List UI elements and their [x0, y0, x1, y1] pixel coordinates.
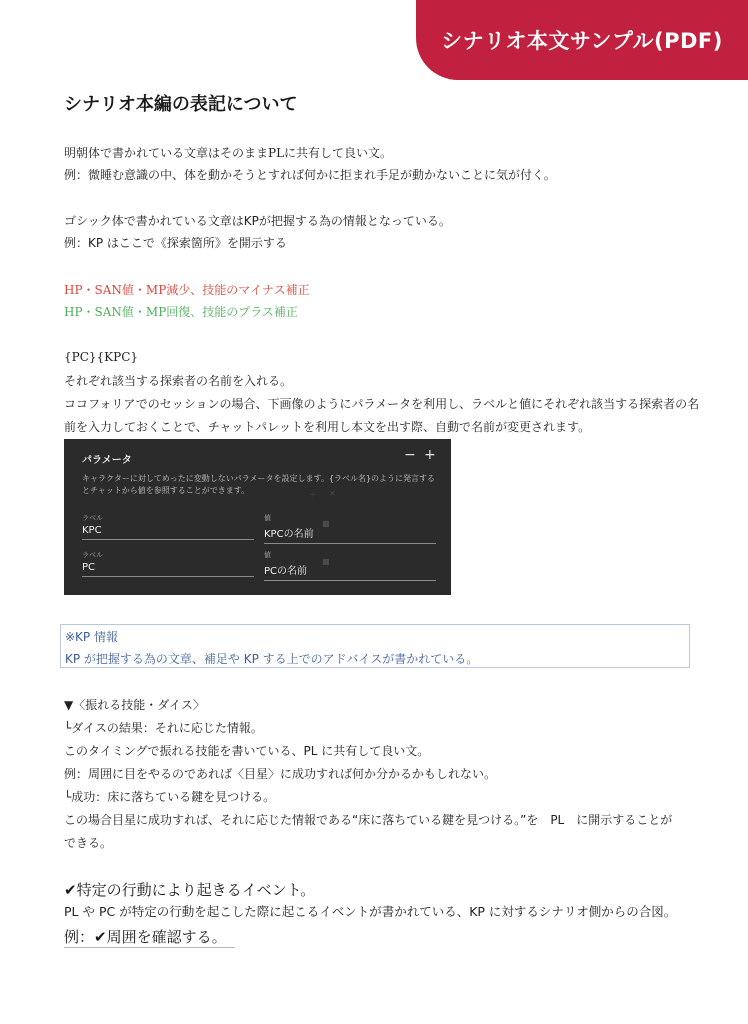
header-badge: [416, 0, 748, 80]
field-value: KPCの名前: [264, 529, 314, 540]
parameter-panel-screenshot: [64, 439, 451, 595]
kp-info-box: [60, 624, 690, 668]
kp-info-text: KP が把握する為の文章、補足や KP する上でのアドバイスが書かれている。: [65, 652, 479, 666]
ghost-close-icon: ✕: [329, 489, 336, 498]
field-caption: ラベル: [82, 514, 103, 522]
field-caption: 値: [264, 514, 271, 522]
param-row-1-value-field[interactable]: [264, 513, 436, 544]
page-title: シナリオ本編の表記について: [64, 94, 298, 115]
green-correction-line: HP・SAN値・MP回復、技能のプラス補正: [64, 305, 298, 319]
field-value: PC: [82, 562, 96, 573]
param-panel-title: パラメータ: [82, 455, 132, 466]
event-example: [64, 926, 235, 947]
name-tag-line: {PC}{KPC}: [64, 350, 139, 364]
field-value: KPC: [82, 525, 102, 536]
field-value: PCの名前: [264, 566, 308, 577]
param-plus-icon[interactable]: +: [424, 447, 436, 463]
gothic-line-1: ゴシック体で書かれている文章はKPが把握する為の情報となっている。: [64, 214, 451, 228]
param-row-2-value-field[interactable]: [264, 550, 436, 581]
param-panel-description: キャラクターに対してめったに変動しないパラメータを設定します。{ラベル名}のように発言するとチャットから値を参照することができます。: [82, 474, 436, 495]
mincho-line-2: 例：微睡む意識の中、体を動かそうとすれば何かに拒まれ手足が動かないことに気が付く。: [64, 168, 556, 182]
ghost-square-icon: ■: [322, 519, 330, 528]
dice-line-1: ▼〈振れる技能・ダイス〉: [64, 698, 205, 712]
gothic-line-2: 例：KP はここで《探索箇所》を開示する: [64, 236, 287, 250]
names-line-1: それぞれ該当する探索者の名前を入れる。: [64, 374, 293, 388]
dice-line-2: └ダイスの結果：それに応じた情報。: [64, 721, 263, 735]
param-minus-icon[interactable]: −: [404, 447, 416, 463]
param-row-2-label-field[interactable]: [82, 550, 254, 577]
ghost-square-icon: ■: [322, 557, 330, 566]
names-line-2: ココフォリアでのセッションの場合、下画像のようにパラメータを利用し、ラベルと値にそれぞれ該当する探索者の名: [64, 397, 700, 411]
dice-line-7: できる。: [64, 836, 113, 850]
dice-line-3: このタイミングで振れる技能を書いている、PL に共有して良い文。: [64, 744, 430, 758]
field-caption: 値: [264, 551, 271, 559]
dice-line-6: この場合目星に成功すれば、それに応じた情報である“床に落ちている鍵を見つける。”を PL に開示することが: [64, 813, 673, 827]
mincho-line-1: 明朝体で書かれている文章はそのままPLに共有して良い文。: [64, 146, 393, 160]
field-caption: ラベル: [82, 551, 103, 559]
param-row-1-label-field[interactable]: [82, 513, 254, 540]
ghost-plus-icon: ＋: [309, 490, 317, 499]
kp-info-title: ※KP 情報: [65, 630, 118, 644]
header-badge-text: シナリオ本文サンプル(PDF): [441, 29, 723, 53]
dice-line-5: └成功：床に落ちている鍵を見つける。: [64, 790, 276, 804]
dice-line-4: 例：周囲に目をやるのであれば〈目星〉に成功すれば何か分かるかもしれない。: [64, 767, 497, 781]
event-example-text: 例：✔周囲を確認する。: [64, 928, 235, 948]
names-line-3: 前を入力しておくことで、チャットパレットを利用し本文を出す際、自動で名前が変更されます。: [64, 420, 591, 434]
red-correction-line: HP・SAN値・MP減少、技能のマイナス補正: [64, 283, 310, 297]
event-heading: ✔特定の行動により起きるイベント。: [64, 881, 316, 899]
event-description: PL や PC が特定の行動を起こした際に起こるイベントが書かれている、KP に対するシナリオ側からの合図。: [64, 904, 677, 919]
